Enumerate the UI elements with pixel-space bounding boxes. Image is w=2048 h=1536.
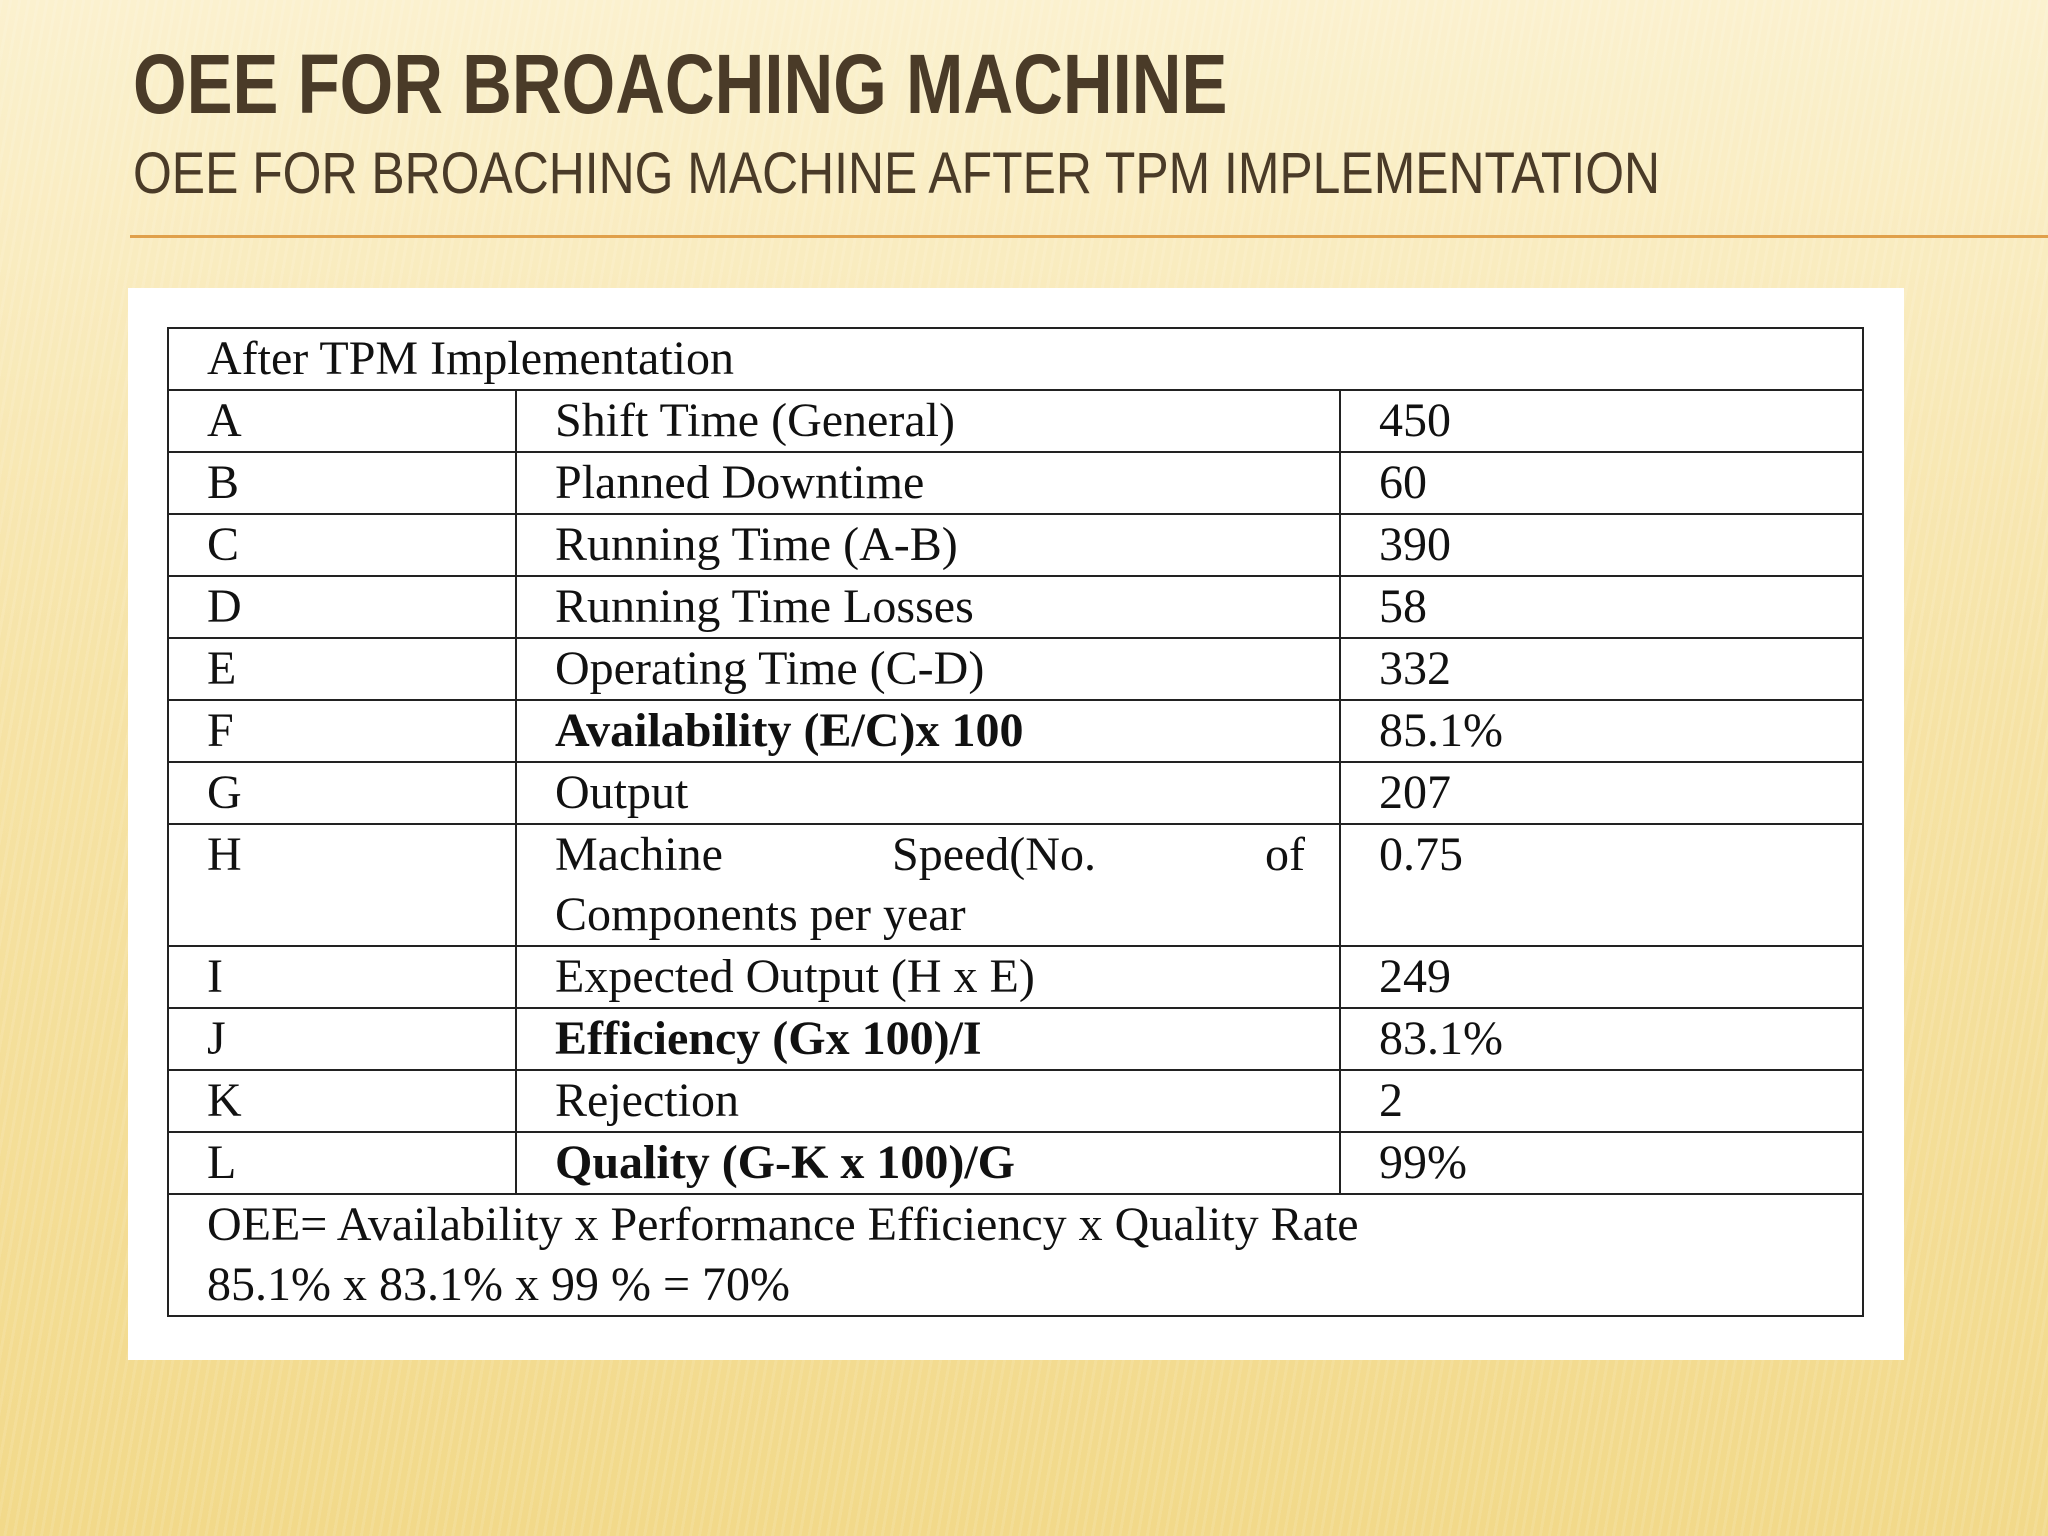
row-value: 249: [1340, 946, 1863, 1008]
row-label-word: Machine: [555, 828, 723, 881]
table-footer-row: [168, 1194, 1863, 1316]
row-value: 2: [1340, 1070, 1863, 1132]
row-value: 332: [1340, 638, 1863, 700]
table-row: [168, 946, 1863, 1008]
row-label: [516, 824, 1340, 946]
row-label: Availability (E/C)x 100: [516, 700, 1340, 762]
row-code: C: [168, 514, 516, 576]
oee-formula-line2: 85.1% x 83.1% x 99 % = 70%: [207, 1258, 791, 1311]
row-value: 207: [1340, 762, 1863, 824]
table-panel: [128, 288, 1904, 1360]
row-code: J: [168, 1008, 516, 1070]
row-label: Running Time (A-B): [516, 514, 1340, 576]
oee-table: [167, 327, 1864, 1317]
row-label: Operating Time (C-D): [516, 638, 1340, 700]
table-row: [168, 514, 1863, 576]
table-header-row: [168, 328, 1863, 390]
slide-title: OEE FOR BROACHING MACHINE: [133, 37, 1228, 131]
row-label-line1: [555, 825, 1339, 885]
row-label: Running Time Losses: [516, 576, 1340, 638]
slide-subtitle: OEE FOR BROACHING MACHINE AFTER TPM IMPLEMENTATION: [133, 141, 1661, 206]
row-code: B: [168, 452, 516, 514]
row-code: A: [168, 390, 516, 452]
row-label: Efficiency (Gx 100)/I: [516, 1008, 1340, 1070]
row-code: D: [168, 576, 516, 638]
row-value: 83.1%: [1340, 1008, 1863, 1070]
row-value: 60: [1340, 452, 1863, 514]
row-code: E: [168, 638, 516, 700]
row-code: H: [168, 824, 516, 946]
row-value: 58: [1340, 576, 1863, 638]
oee-formula: [168, 1194, 1863, 1316]
table-row: [168, 452, 1863, 514]
row-label-word: of: [1265, 828, 1305, 881]
row-label: Quality (G-K x 100)/G: [516, 1132, 1340, 1194]
title-divider: [130, 235, 2048, 238]
row-label-line2: Components per year: [555, 888, 966, 941]
table-row: [168, 1132, 1863, 1194]
table-row: [168, 700, 1863, 762]
row-value: 99%: [1340, 1132, 1863, 1194]
table-row: [168, 638, 1863, 700]
row-label-word: Speed(No.: [892, 828, 1096, 881]
row-code: L: [168, 1132, 516, 1194]
row-code: I: [168, 946, 516, 1008]
table-row: [168, 762, 1863, 824]
row-label: Planned Downtime: [516, 452, 1340, 514]
row-code: F: [168, 700, 516, 762]
row-value: 0.75: [1340, 824, 1863, 946]
row-label: Output: [516, 762, 1340, 824]
row-code: K: [168, 1070, 516, 1132]
row-value: 450: [1340, 390, 1863, 452]
table-row: [168, 576, 1863, 638]
row-value: 390: [1340, 514, 1863, 576]
table-row: [168, 1008, 1863, 1070]
row-label: Expected Output (H x E): [516, 946, 1340, 1008]
table-row: [168, 1070, 1863, 1132]
table-header: After TPM Implementation: [168, 328, 1863, 390]
row-value: 85.1%: [1340, 700, 1863, 762]
row-label: Shift Time (General): [516, 390, 1340, 452]
table-row: [168, 390, 1863, 452]
row-label: Rejection: [516, 1070, 1340, 1132]
row-code: G: [168, 762, 516, 824]
table-row: [168, 824, 1863, 946]
oee-formula-line1: OEE= Availability x Performance Efficiency x Quality Rate: [207, 1198, 1359, 1251]
